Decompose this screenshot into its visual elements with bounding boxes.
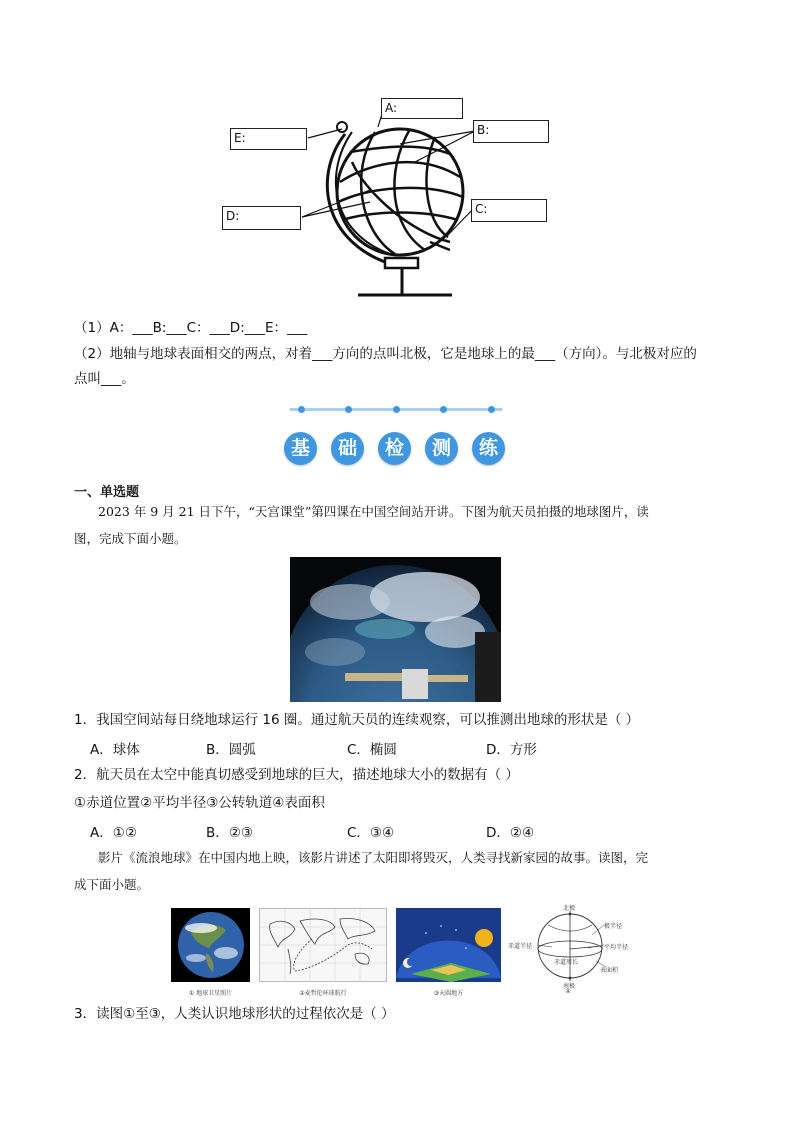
- question-2-items: ①赤道位置②平均半径③公转轨道④表面积: [74, 795, 325, 811]
- fig4-label-equator-radius: 赤道半径: [508, 943, 533, 950]
- fig4-label-south: 南极: [563, 983, 576, 990]
- banner-dot: [393, 406, 400, 413]
- question-part1: （1）A：___B:___C：___D:___E：___: [74, 320, 308, 336]
- q1-option-d[interactable]: D．方形: [486, 742, 537, 758]
- globe-figure: [220, 92, 560, 302]
- figure-caption-2: ②麦哲伦环球航行: [299, 990, 347, 997]
- fig4-label-surface-area: 表面积: [600, 967, 619, 974]
- section-title: 一、单选题: [74, 485, 140, 500]
- figure-caption-1: ① 地球卫星照片: [188, 990, 233, 997]
- banner-char: 础: [331, 432, 364, 465]
- label-box-a: A:: [381, 98, 463, 119]
- q1-option-c[interactable]: C．椭圆: [347, 742, 397, 758]
- banner-dot: [440, 406, 447, 413]
- fig4-label-equator-circumference: 赤道周长: [554, 959, 579, 966]
- intro1-line1: 2023 年 9 月 21 日下午，“天宫课堂”第四课在中国空间站开讲。下图为航天员拍摄的地球图片，读: [98, 504, 649, 519]
- fig4-label-north: 北极: [563, 905, 576, 912]
- q1-option-a[interactable]: A．球体: [90, 742, 140, 758]
- q2-option-c[interactable]: C．③④: [347, 825, 395, 841]
- figure-caption-4: ④: [565, 988, 571, 995]
- figure-satellite-photo: [171, 908, 250, 982]
- q1-option-b[interactable]: B．圆弧: [206, 742, 256, 758]
- question-2-stem: 2．航天员在太空中能真切感受到地球的巨大，描述地球大小的数据有（ ）: [74, 767, 519, 783]
- banner-char: 练: [472, 432, 505, 465]
- banner-char: 基: [284, 432, 317, 465]
- fig4-label-axis-half: 极半径: [604, 923, 623, 930]
- question-part2-line1: （2）地轴与地球表面相交的两点，对着___方向的点叫北极，它是地球上的最___（方向）。与北极对应的: [74, 346, 697, 362]
- banner-char: 检: [378, 432, 411, 465]
- intro1-line2: 图，完成下面小题。: [74, 531, 187, 546]
- banner-dot: [298, 406, 305, 413]
- earth-space-photo: [290, 557, 501, 702]
- question-1-stem: 1．我国空间站每日绕地球运行 16 圈。通过航天员的连续观察，可以推测出地球的形状是（ ）: [74, 712, 640, 728]
- figure-caption-3: ③天圆地方: [433, 990, 464, 997]
- figure-magellan-map: [259, 908, 387, 982]
- intro2-line1: 影片《流浪地球》在中国内地上映，该影片讲述了太阳即将毁灭，人类寻找新家园的故事。读图，完: [98, 850, 649, 865]
- question-part2-line2: 点叫___。: [74, 371, 135, 387]
- question-3-stem: 3．读图①至③，人类认识地球形状的过程依次是（ ）: [74, 1006, 395, 1022]
- label-box-e: E:: [230, 128, 307, 150]
- label-box-d: D:: [222, 206, 301, 230]
- q2-option-a[interactable]: A．①②: [90, 825, 137, 841]
- banner-dot: [345, 406, 352, 413]
- banner-char: 测: [425, 432, 458, 465]
- label-box-c: C:: [471, 199, 547, 222]
- figure-sky-round-earth-square: [396, 908, 501, 982]
- intro2-line2: 成下面小题。: [74, 877, 150, 892]
- label-box-b: B:: [473, 120, 549, 143]
- banner-dot: [488, 406, 495, 413]
- fig4-label-average-radius: 平均半径: [604, 944, 629, 951]
- q2-option-b[interactable]: B．②③: [206, 825, 253, 841]
- figure-earth-dimensions: [508, 905, 629, 990]
- q2-option-d[interactable]: D．②④: [486, 825, 535, 841]
